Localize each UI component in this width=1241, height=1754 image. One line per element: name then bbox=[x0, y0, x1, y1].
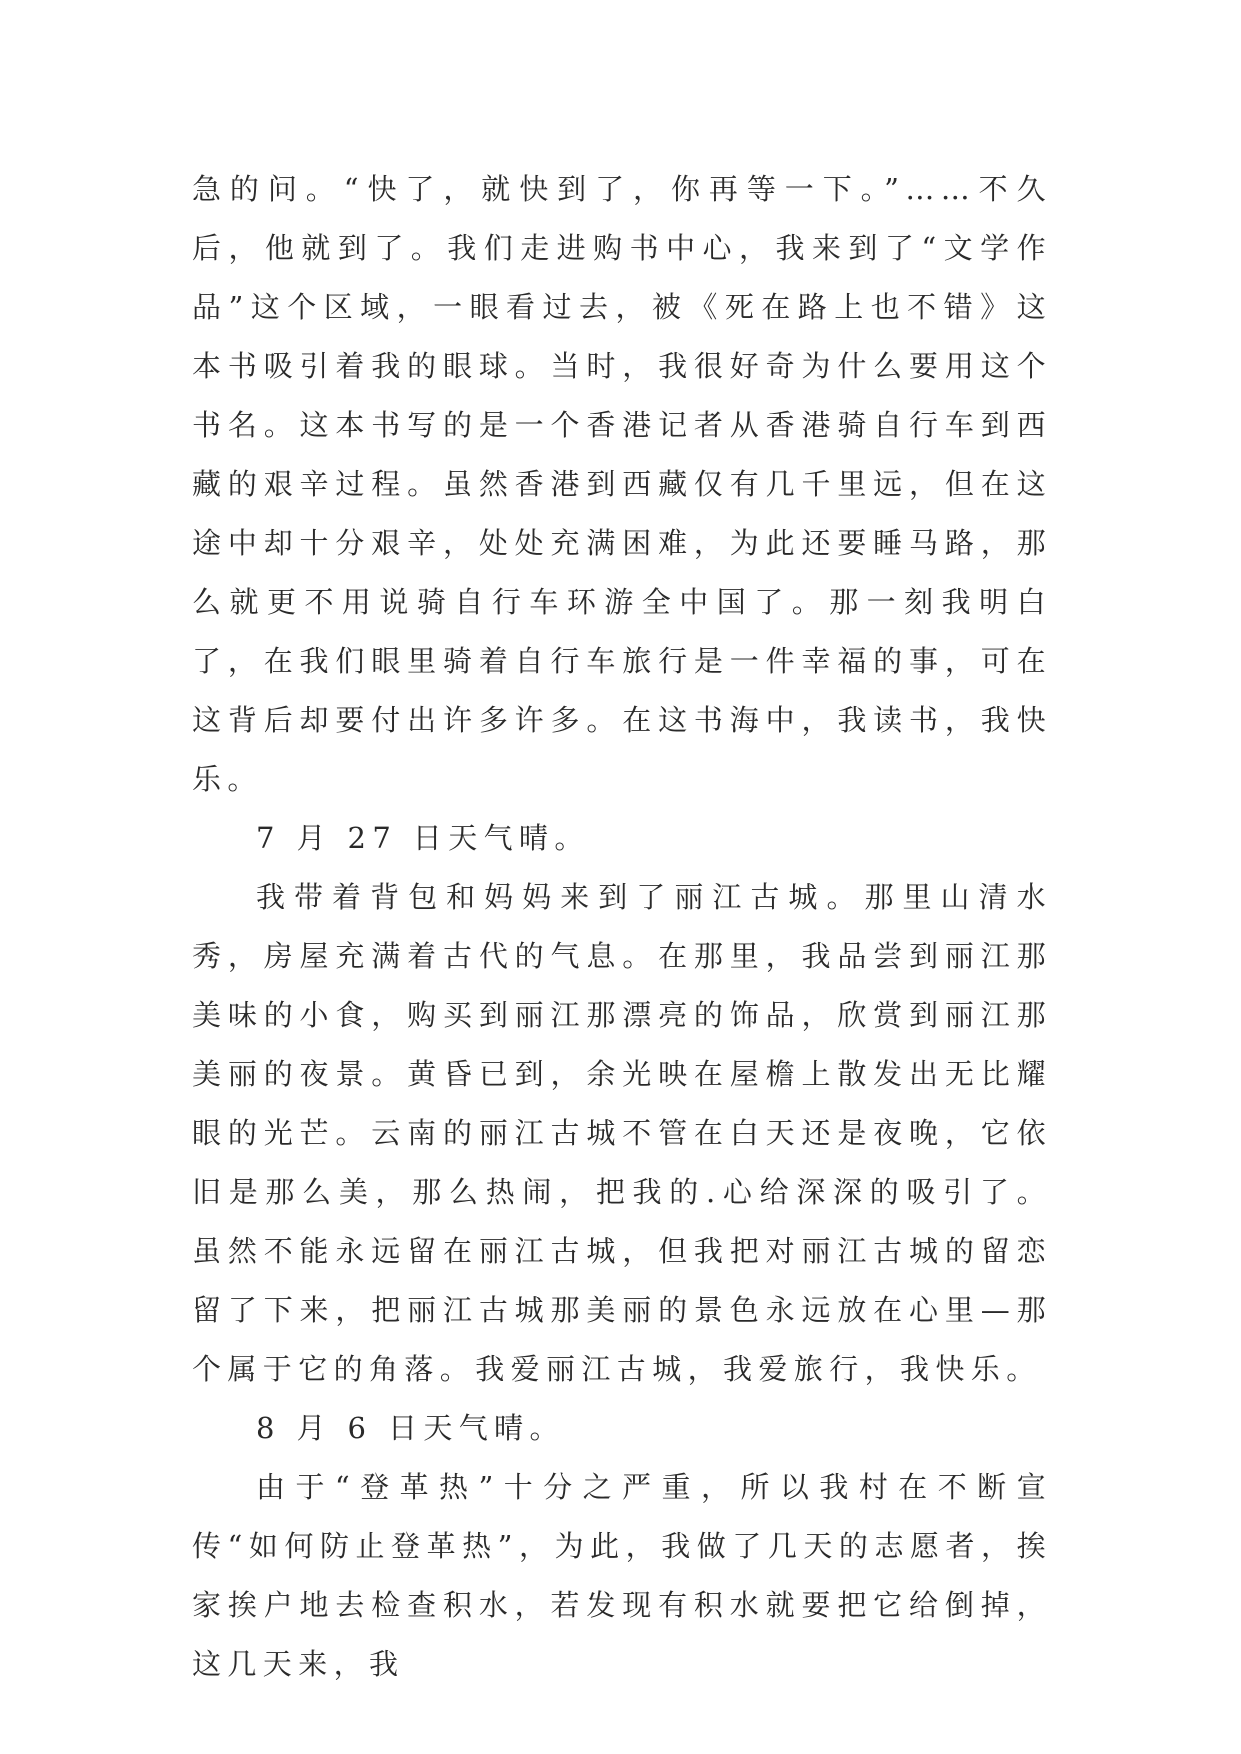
paragraph-dengue: 由于“登革热”十分之严重，所以我村在不断宣传“如何防止登革热”，为此，我做了几天的志愿者，挨家挨户地去检查积水，若发现有积水就要把它给倒掉，这几天来，我 bbox=[192, 1470, 1052, 1681]
paragraph-lijiang: 我带着背包和妈妈来到了丽江古城。那里山清水秀，房屋充满着古代的气息。在那里，我品尝到丽江那美味的小食，购买到丽江那漂亮的饰品，欣赏到丽江那美丽的夜景。黄昏已到，余光映在屋檐上散发出无比耀眼的光芒。云南的丽江古城不管在白天还是夜晚，它依旧是那么美，那么热闹，把我的.心给深深的吸引了。虽然不能永远留在丽江古城，但我把对丽江古城的留恋留了下来，把丽江古城那美丽的景色永远放在心里—那个属于它的角落。我爱丽江古城，我爱旅行，我快乐。 bbox=[192, 880, 1052, 1386]
diary-date-july-27: 7 月 27 日天气晴。 bbox=[256, 821, 590, 855]
paragraph-bookstore: 急的问。“快了，就快到了，你再等一下。”……不久后，他就到了。我们走进购书中心，我来到了“文学作品”这个区域，一眼看过去，被《死在路上也不错》这本书吸引着我的眼球。当时，我很好奇为什么要用这个书名。这本书写的是一个香港记者从香港骑自行车到西藏的艰辛过程。虽然香港到西藏仅有几千里远，但在这途中却十分艰辛，处处充满困难，为此还要睡马路，那么就更不用说骑自行车环游全中国了。那一刻我明白了，在我们眼里骑着自行车旅行是一件幸福的事，可在这背后却要付出许多许多。在这书海中，我读书，我快乐。 bbox=[192, 172, 1052, 796]
document-body bbox=[192, 160, 1052, 1694]
diary-date-august-6: 8 月 6 日天气晴。 bbox=[256, 1411, 565, 1445]
